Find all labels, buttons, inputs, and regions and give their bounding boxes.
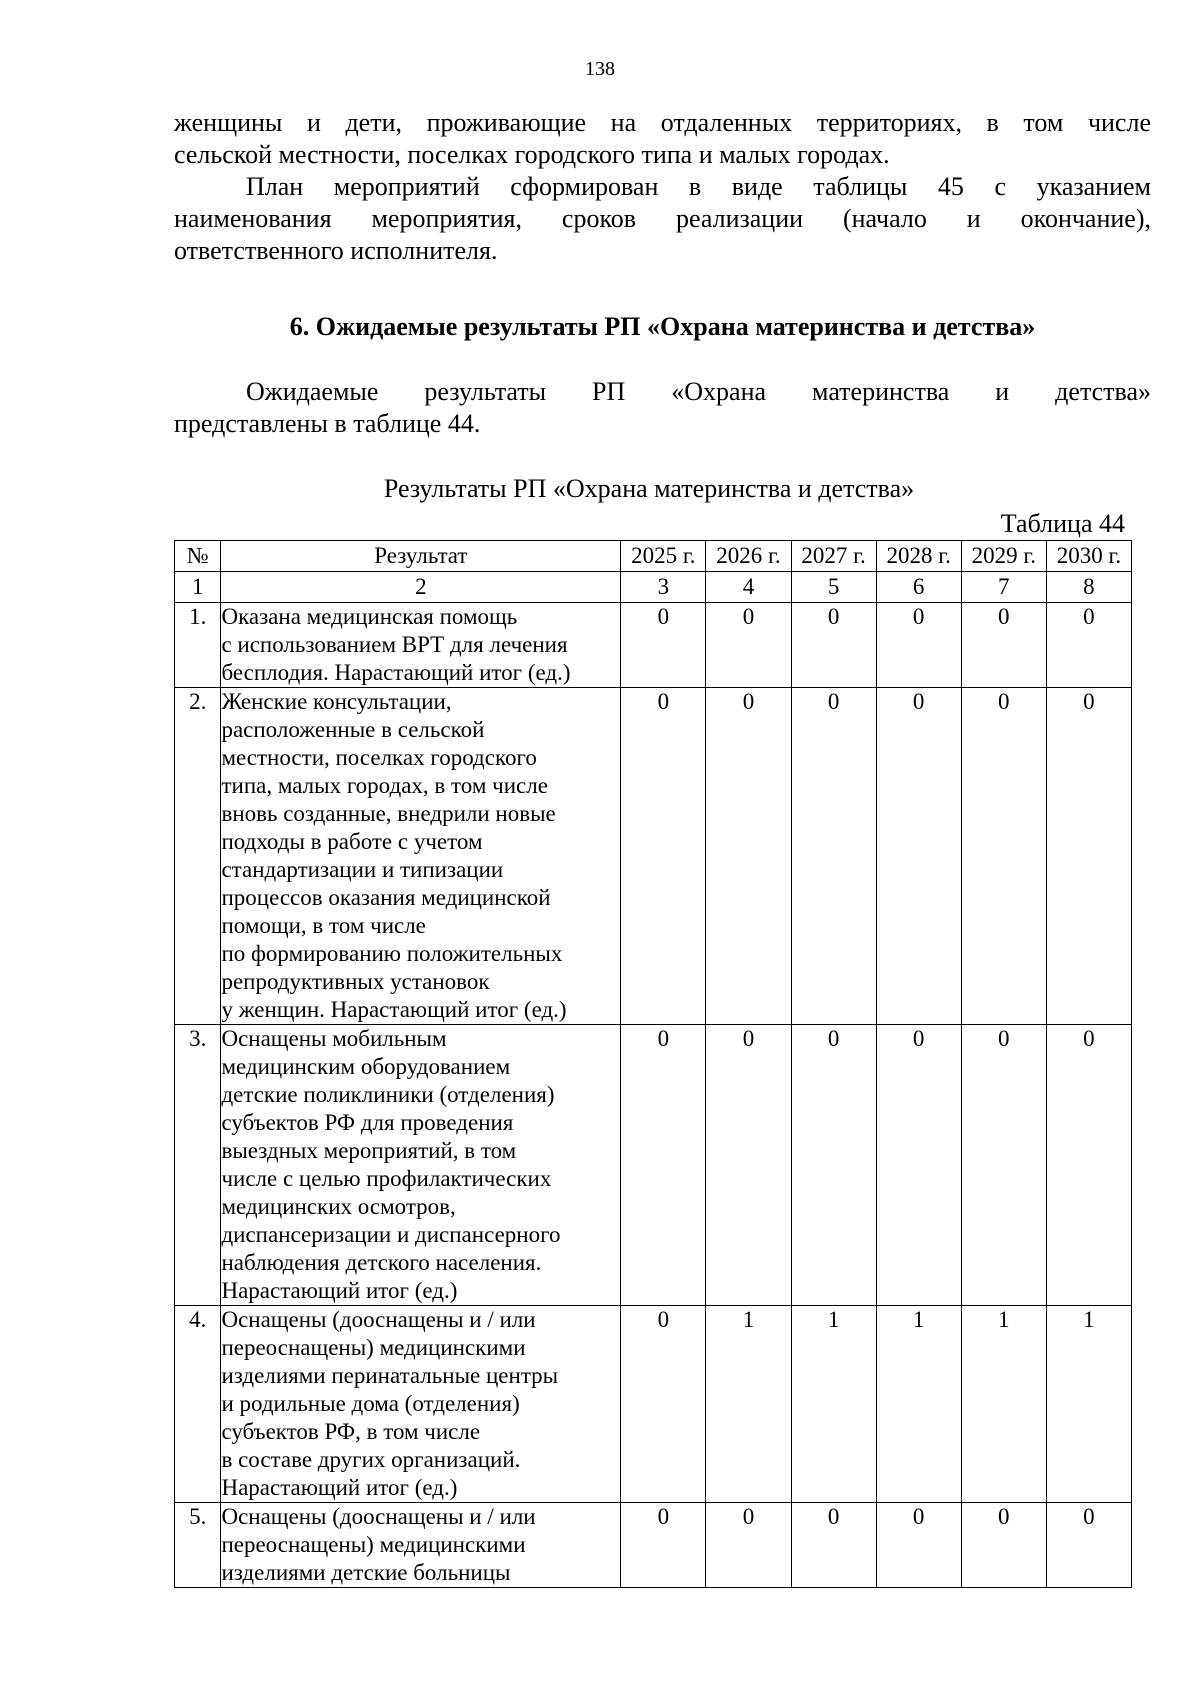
result-line: медицинских осмотров, — [221, 1194, 456, 1219]
row-number: 4. — [175, 1306, 221, 1503]
year-value: 1 — [706, 1306, 791, 1503]
result-line: репродуктивных установок — [221, 969, 490, 994]
header-year-2026: 2026 г. — [706, 541, 791, 572]
result-description — [221, 603, 621, 688]
result-line: процессов оказания медицинской — [221, 885, 551, 910]
result-line: вновь созданные, внедрили новые — [221, 801, 556, 826]
result-line: субъектов РФ, в том числе — [221, 1419, 481, 1444]
result-line: медицинским оборудованием — [221, 1054, 511, 1079]
section-title: 6. Ожидаемые результаты РП «Охрана материнства и детства» — [289, 312, 1036, 341]
results-paragraph — [174, 376, 1151, 440]
paragraph-line: ответственного исполнителя. — [174, 236, 498, 265]
year-value: 0 — [791, 603, 876, 688]
year-value: 0 — [961, 688, 1046, 1025]
header-number: № — [175, 541, 221, 572]
header-year-2027: 2027 г. — [791, 541, 876, 572]
table-row — [175, 1306, 1132, 1503]
result-line: и родильные дома (отделения) — [221, 1391, 520, 1416]
result-line: субъектов РФ для проведения — [221, 1110, 514, 1135]
column-number: 7 — [961, 572, 1046, 603]
table-row — [175, 1025, 1132, 1306]
year-value: 0 — [791, 688, 876, 1025]
result-line: Нарастающий итог (ед.) — [221, 1278, 458, 1303]
year-value: 0 — [791, 1503, 876, 1588]
table-header-row — [175, 541, 1132, 572]
year-value: 0 — [961, 1025, 1046, 1306]
column-number: 1 — [175, 572, 221, 603]
results-table — [174, 540, 1132, 1588]
header-year-2030: 2030 г. — [1046, 541, 1131, 572]
row-number: 5. — [175, 1503, 221, 1588]
year-value: 0 — [961, 603, 1046, 688]
table-row — [175, 603, 1132, 688]
result-line: подходы в работе с учетом — [221, 829, 483, 854]
year-value: 0 — [621, 1025, 706, 1306]
result-line: Оснащены (дооснащены и / или — [221, 1307, 536, 1332]
result-line: диспансеризации и диспансерного — [221, 1222, 561, 1247]
column-number: 5 — [791, 572, 876, 603]
paragraph-line: Ожидаемые результаты РП «Охрана материнства и детства» — [246, 377, 1151, 406]
year-value: 0 — [621, 1306, 706, 1503]
table-caption: Результаты РП «Охрана материнства и детства» — [383, 474, 915, 503]
row-number: 1. — [175, 603, 221, 688]
table-row — [175, 1503, 1132, 1588]
year-value: 0 — [706, 688, 791, 1025]
result-line: стандартизации и типизации — [221, 857, 504, 882]
year-value: 1 — [876, 1306, 961, 1503]
column-number: 3 — [621, 572, 706, 603]
table-row — [175, 688, 1132, 1025]
year-value: 0 — [876, 1503, 961, 1588]
paragraph-line: наименования мероприятия, сроков реализации (начало и окончание), — [174, 204, 1151, 233]
result-line: детские поликлиники (отделения) — [221, 1082, 555, 1107]
year-value: 0 — [621, 1503, 706, 1588]
result-line: наблюдения детского населения. — [221, 1250, 542, 1275]
result-description — [221, 1306, 621, 1503]
result-line: с использованием ВРТ для лечения — [221, 632, 568, 657]
result-description — [221, 1025, 621, 1306]
result-line: бесплодия. Нарастающий итог (ед.) — [221, 660, 571, 685]
result-line: изделиями детские больницы — [221, 1560, 511, 1585]
year-value: 0 — [621, 603, 706, 688]
year-value: 0 — [1046, 1503, 1131, 1588]
year-value: 0 — [961, 1503, 1046, 1588]
result-line: типа, малых городах, в том числе — [221, 773, 548, 798]
year-value: 0 — [621, 688, 706, 1025]
year-value: 0 — [1046, 603, 1131, 688]
result-line: изделиями перинатальные центры — [221, 1363, 559, 1388]
result-line: Оказана медицинская помощь — [221, 604, 518, 629]
header-year-2028: 2028 г. — [876, 541, 961, 572]
paragraph-line: представлены в таблице 44. — [174, 409, 481, 438]
result-description — [221, 688, 621, 1025]
result-line: числе с целью профилактических — [221, 1166, 552, 1191]
year-value: 1 — [1046, 1306, 1131, 1503]
column-number: 8 — [1046, 572, 1131, 603]
plan-paragraph — [174, 171, 1151, 267]
year-value: 0 — [876, 603, 961, 688]
result-line: в составе других организаций. — [221, 1447, 521, 1472]
year-value: 0 — [876, 688, 961, 1025]
result-line: местности, поселках городского — [221, 745, 537, 770]
year-value: 0 — [876, 1025, 961, 1306]
header-result: Результат — [221, 541, 621, 572]
year-value: 0 — [1046, 1025, 1131, 1306]
header-year-2029: 2029 г. — [961, 541, 1046, 572]
year-value: 0 — [706, 603, 791, 688]
year-value: 0 — [706, 1025, 791, 1306]
column-number: 4 — [706, 572, 791, 603]
intro-paragraph — [174, 107, 1151, 171]
result-line: Нарастающий итог (ед.) — [221, 1475, 458, 1500]
row-number: 2. — [175, 688, 221, 1025]
table-number: Таблица 44 — [1000, 509, 1125, 538]
result-line: Оснащены (дооснащены и / или — [221, 1504, 536, 1529]
result-line: помощи, в том числе — [221, 913, 426, 938]
paragraph-line: сельской местности, поселках городского типа и малых городах. — [174, 140, 890, 169]
row-number: 3. — [175, 1025, 221, 1306]
page-number: 138 — [585, 58, 615, 80]
year-value: 1 — [961, 1306, 1046, 1503]
column-number: 6 — [876, 572, 961, 603]
column-number-row — [175, 572, 1132, 603]
result-description — [221, 1503, 621, 1588]
paragraph-line: женщины и дети, проживающие на отдаленных территориях, в том числе — [174, 108, 1151, 137]
result-line: Женские консультации, — [221, 689, 452, 714]
year-value: 0 — [1046, 688, 1131, 1025]
paragraph-line: План мероприятий сформирован в виде таблицы 45 с указанием — [246, 172, 1151, 201]
header-year-2025: 2025 г. — [621, 541, 706, 572]
result-line: переоснащены) медицинскими — [221, 1532, 526, 1557]
year-value: 0 — [706, 1503, 791, 1588]
result-line: расположенные в сельской — [221, 717, 485, 742]
year-value: 0 — [791, 1025, 876, 1306]
result-line: выездных мероприятий, в том — [221, 1138, 517, 1163]
result-line: у женщин. Нарастающий итог (ед.) — [221, 997, 567, 1022]
result-line: переоснащены) медицинскими — [221, 1335, 526, 1360]
year-value: 1 — [791, 1306, 876, 1503]
column-number: 2 — [221, 572, 621, 603]
result-line: по формированию положительных — [221, 941, 563, 966]
result-line: Оснащены мобильным — [221, 1026, 447, 1051]
